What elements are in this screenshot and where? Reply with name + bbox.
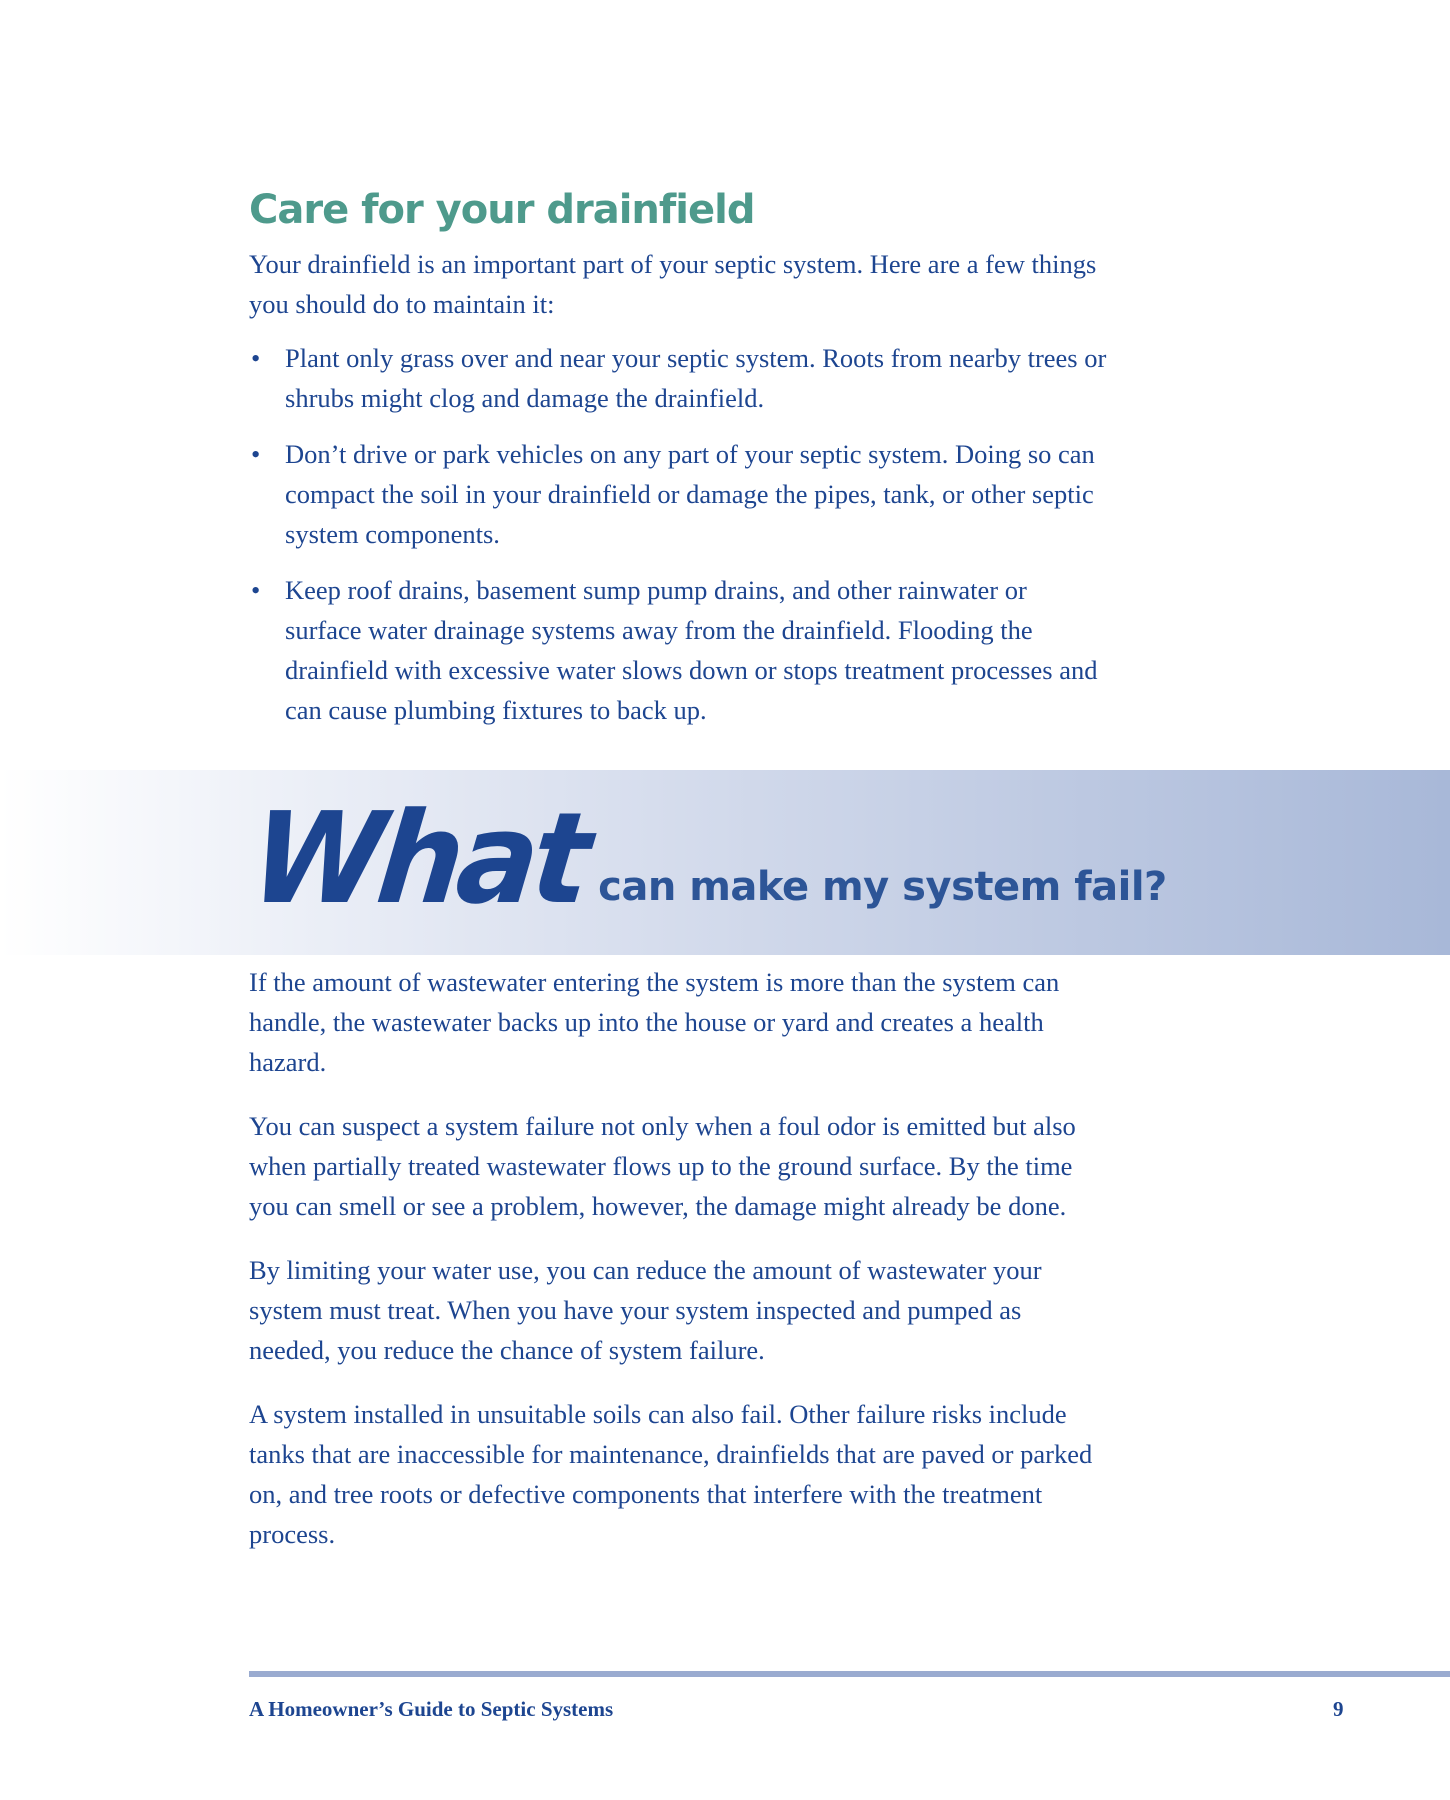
list-item xyxy=(249,570,1109,730)
footer-divider xyxy=(249,1671,1450,1677)
bullet-icon: • xyxy=(251,575,261,605)
fail-paragraph: A system installed in unsuitable soils can also fail. Other failure risks include tanks that are inaccessible for maintenance, drainfields that are paved or parked on, and tree roots or defective components that interfere with the treatment process. xyxy=(249,1399,1093,1549)
banner-subtitle: can make my system fail? xyxy=(598,864,1167,910)
fail-paragraph: If the amount of wastewater entering the system is more than the system can handle, the wastewater backs up into the house or yard and creates a health hazard. xyxy=(249,967,1060,1077)
list-item xyxy=(249,338,1109,418)
care-intro: Your drainfield is an important part of your septic system. Here are a few things you should do to maintain it: xyxy=(249,249,1097,319)
page-number: 9 xyxy=(1333,1697,1344,1721)
bullet-text: Don’t drive or park vehicles on any part of your septic system. Doing so can compact the soil in your drainfield or damage the pipes, tank, or other septic system components. xyxy=(285,439,1095,549)
bullet-icon: • xyxy=(251,439,261,469)
banner-title xyxy=(244,786,1167,950)
fail-section xyxy=(249,962,1109,1578)
fail-paragraph: By limiting your water use, you can reduce the amount of wastewater your system must treat. When you have your system inspected and pumped as needed, you reduce the chance of system failure. xyxy=(249,1255,1042,1365)
banner-word-what: What xyxy=(244,786,592,933)
list-item xyxy=(249,434,1109,554)
care-bullet-list xyxy=(249,338,1109,730)
footer-title: A Homeowner’s Guide to Septic Systems xyxy=(249,1697,614,1721)
bullet-icon: • xyxy=(251,343,261,373)
bullet-text: Plant only grass over and near your septic system. Roots from nearby trees or shrubs might clog and damage the drainfield. xyxy=(285,343,1107,413)
care-heading: Care for your drainfield xyxy=(249,187,755,233)
care-section xyxy=(249,188,1109,746)
bullet-text: Keep roof drains, basement sump pump drains, and other rainwater or surface water drainage systems away from the drainfield. Flooding the drainfield with excessive water slows down or stops treatment processes and can cause plumbing fixtures to back up. xyxy=(285,575,1098,725)
fail-paragraph: You can suspect a system failure not only when a foul odor is emitted but also when partially treated wastewater flows up to the ground surface. By the time you can smell or see a problem, however, the damage might already be done. xyxy=(249,1111,1076,1221)
